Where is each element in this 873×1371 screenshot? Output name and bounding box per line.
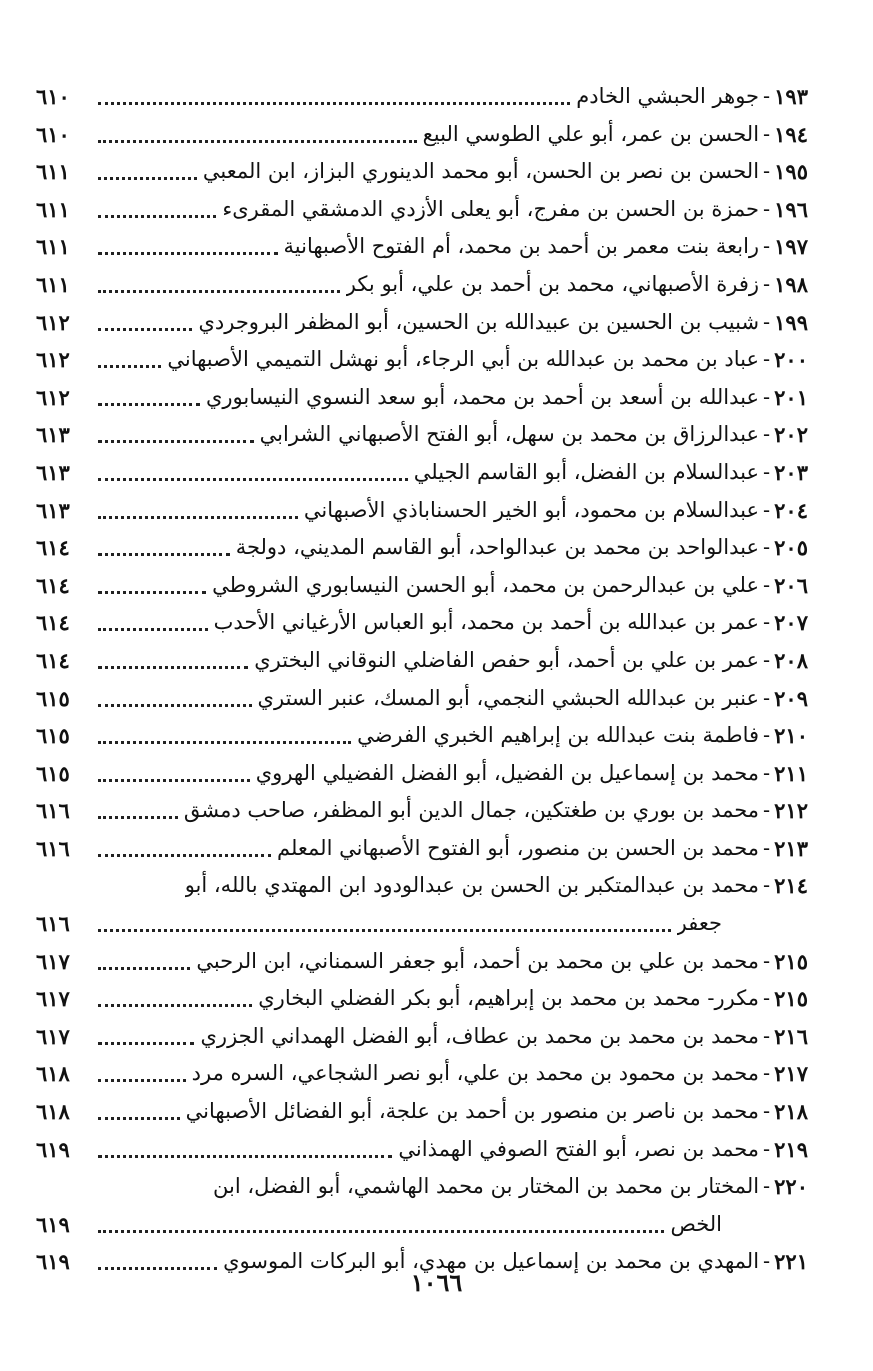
index-entry xyxy=(36,1093,808,1131)
entry-name: فاطمة بنت عبدالله بن إبراهيم الخبري الفرضي xyxy=(357,723,760,748)
entry-name: عنبر بن عبدالله الحبشي النجمي، أبو المسك، عنبر الستري xyxy=(257,685,760,710)
entry-page-number: ٦١٧ xyxy=(36,1023,70,1049)
entry-dash: - xyxy=(763,610,771,635)
entry-page-number: ٦١٠ xyxy=(36,121,70,147)
entry-dash: - xyxy=(763,497,771,522)
entry-page-number: ٦١١ xyxy=(36,271,70,297)
entry-dash: - xyxy=(763,347,771,372)
entry-number: ٢٠٤ xyxy=(774,497,808,523)
entry-name: عبدالسلام بن محمود، أبو الخير الحسناباذي الأصبهاني xyxy=(303,497,760,522)
entry-page-number: ٦١٩ xyxy=(36,1249,70,1275)
index-entry xyxy=(36,454,808,492)
dot-leader xyxy=(98,304,192,342)
index-entry xyxy=(36,1055,808,1093)
index-entry xyxy=(36,717,808,755)
entry-number: ٢٠٧ xyxy=(774,610,808,636)
dot-leader xyxy=(98,1018,194,1056)
index-entry xyxy=(36,191,808,229)
index-entry xyxy=(36,755,808,793)
dot-leader xyxy=(98,1206,664,1244)
entry-page-number: ٦١٩ xyxy=(36,1211,70,1237)
dot-leader xyxy=(98,78,570,116)
entry-page-number: ٦١٤ xyxy=(36,572,70,598)
entry-number: ١٩٦ xyxy=(774,196,808,222)
index-entry xyxy=(36,1206,808,1244)
entry-name: محمد بن علي بن محمد بن أحمد، أبو جعفر السمناني، ابن الرحبي xyxy=(196,948,760,973)
entry-number: ٢١٥ xyxy=(774,948,808,974)
entry-number: ٢١٢ xyxy=(774,798,808,824)
entry-page-number: ٦١٧ xyxy=(36,948,70,974)
entry-number: ١٩٤ xyxy=(774,121,808,147)
entry-number: ١٩٧ xyxy=(774,234,808,260)
entry-page-number: ٦١٣ xyxy=(36,497,70,523)
entry-name: عمر بن علي بن أحمد، أبو حفص الفاضلي النوقاني البختري xyxy=(254,647,760,672)
entry-number: ١٩٣ xyxy=(774,84,808,109)
index-entry xyxy=(36,379,808,417)
index-entry xyxy=(36,228,808,266)
entry-dash: - xyxy=(763,685,771,710)
entry-name: جوهر الحبشي الخادم xyxy=(576,84,760,108)
entry-name: محمد بن بوري بن طغتكين، جمال الدين أبو المظفر، صاحب دمشق xyxy=(183,798,760,823)
entry-name: محمد بن إسماعيل بن الفضيل، أبو الفضل الفضيلي الهروي xyxy=(255,760,760,785)
entry-dash: - xyxy=(763,271,771,296)
entry-name: مكرر- محمد بن محمد بن إبراهيم، أبو بكر الفضلي البخاري xyxy=(258,986,760,1011)
index-entry xyxy=(36,78,808,116)
entry-name: محمد بن الحسن بن منصور، أبو الفتوح الأصبهاني المعلم xyxy=(276,835,760,860)
dot-leader xyxy=(98,604,208,642)
index-entry xyxy=(36,867,808,905)
entry-dash: - xyxy=(763,121,771,146)
entry-dash: - xyxy=(763,84,771,108)
entry-name: محمد بن محمود بن محمد بن علي، أبو نصر الشجاعي، السره مرد xyxy=(191,1061,760,1086)
entry-name: جعفر xyxy=(676,911,722,936)
entry-name: شبيب بن الحسين بن عبيدالله بن الحسين، أبو المظفر البروجردي xyxy=(198,309,760,334)
dot-leader xyxy=(98,228,278,266)
entry-name: محمد بن ناصر بن منصور بن أحمد بن علجة، أبو الفضائل الأصبهاني xyxy=(185,1099,760,1124)
index-entry xyxy=(36,792,808,830)
entry-number: ٢٠٥ xyxy=(774,535,808,561)
entry-name: زفرة الأصبهاني، محمد بن أحمد بن علي، أبو بكر xyxy=(345,271,760,296)
dot-leader xyxy=(98,492,298,530)
entry-dash: - xyxy=(763,196,771,221)
entry-page-number: ٦١٢ xyxy=(36,347,70,373)
entry-name: عبدالله بن أسعد بن أحمد بن محمد، أبو سعد النسوي النيسابوري xyxy=(205,384,760,409)
index-entry xyxy=(36,567,808,605)
index-entry xyxy=(36,153,808,191)
index-entry xyxy=(36,830,808,868)
dot-leader xyxy=(98,379,200,417)
entry-name: المختار بن محمد بن المختار بن محمد الهاشمي، أبو الفضل، ابن xyxy=(212,1174,760,1199)
entry-page-number: ٦١٢ xyxy=(36,309,70,335)
entry-number: ١٩٩ xyxy=(774,309,808,335)
dot-leader xyxy=(98,341,161,379)
dot-leader xyxy=(98,191,216,229)
entry-number: ١٩٨ xyxy=(774,271,808,297)
entry-page-number: ٦١١ xyxy=(36,159,70,185)
entry-page-number: ٦١٦ xyxy=(36,911,70,937)
index-entry xyxy=(36,680,808,718)
entry-number: ٢١٦ xyxy=(774,1023,808,1049)
entry-name: عبدالسلام بن الفضل، أبو القاسم الجيلي xyxy=(413,459,760,484)
entry-name: عبدالرزاق بن محمد بن سهل، أبو الفتح الأصبهاني الشرابي xyxy=(259,422,760,447)
index-entry xyxy=(36,1168,808,1206)
entry-dash: - xyxy=(763,723,771,748)
entry-page-number: ٦١٥ xyxy=(36,760,70,786)
dot-leader xyxy=(98,867,179,905)
entry-name: عبدالواحد بن محمد بن عبدالواحد، أبو القاسم المديني، دولجة xyxy=(235,535,760,560)
index-entry xyxy=(36,116,808,154)
index-entry xyxy=(36,905,808,943)
entry-dash: - xyxy=(763,159,771,184)
page-number: ١٠٦٦ xyxy=(410,1268,463,1297)
dot-leader xyxy=(98,416,254,454)
entry-number: ٢٠١ xyxy=(774,384,808,410)
entry-dash: - xyxy=(763,572,771,597)
entry-number: ٢١٣ xyxy=(774,835,808,861)
entry-number: ٢١٧ xyxy=(774,1061,808,1087)
entry-page-number: ٦١٩ xyxy=(36,1136,70,1162)
entry-dash: - xyxy=(763,234,771,259)
entry-page-number: ٦١٨ xyxy=(36,1099,70,1125)
index-entry xyxy=(36,980,808,1018)
index-entry xyxy=(36,604,808,642)
entry-number: ٢١٤ xyxy=(774,873,808,899)
dot-leader xyxy=(98,905,671,943)
entry-dash: - xyxy=(763,309,771,334)
entry-dash: - xyxy=(763,986,771,1011)
dot-leader xyxy=(98,529,230,567)
entry-number: ٢٠٨ xyxy=(774,647,808,673)
index-entry xyxy=(36,642,808,680)
index-entry xyxy=(36,492,808,530)
entry-page-number: ٦١٥ xyxy=(36,723,70,749)
entry-dash: - xyxy=(763,535,771,560)
index-entry xyxy=(36,943,808,981)
entry-dash: - xyxy=(763,422,771,447)
entry-name: حمزة بن الحسن بن مفرج، أبو يعلى الأزدي الدمشقي المقرىء xyxy=(222,196,760,221)
entry-number: ٢٢٠ xyxy=(774,1174,808,1200)
entry-dash: - xyxy=(763,835,771,860)
entry-name: عمر بن عبدالله بن أحمد بن محمد، أبو العباس الأرغياني الأحدب xyxy=(213,610,760,635)
index-entry xyxy=(36,416,808,454)
entry-number: ٢١٩ xyxy=(774,1136,808,1162)
dot-leader xyxy=(98,642,248,680)
index-entry xyxy=(36,266,808,304)
entry-number: ٢٠٩ xyxy=(774,685,808,711)
entry-number: ٢١٥ xyxy=(774,986,808,1012)
entry-page-number: ٦١١ xyxy=(36,196,70,222)
entry-page-number: ٦١٣ xyxy=(36,422,70,448)
dot-leader xyxy=(98,717,351,755)
index-entry xyxy=(36,529,808,567)
entry-page-number: ٦١٤ xyxy=(36,610,70,636)
dot-leader xyxy=(98,1093,180,1131)
entry-number: ٢٢١ xyxy=(774,1249,808,1275)
entry-number: ٢٠٢ xyxy=(774,422,808,448)
entry-dash: - xyxy=(763,459,771,484)
index-entry xyxy=(36,341,808,379)
entry-page-number: ٦١٧ xyxy=(36,986,70,1012)
index-entry xyxy=(36,1131,808,1169)
dot-leader xyxy=(98,755,250,793)
entry-name: محمد بن محمد بن محمد بن عطاف، أبو الفضل الهمداني الجزري xyxy=(200,1023,760,1048)
dot-leader xyxy=(98,567,206,605)
entry-page-number: ٦١٦ xyxy=(36,798,70,824)
entry-page-number: ٦١٨ xyxy=(36,1061,70,1087)
entry-dash: - xyxy=(763,1174,771,1199)
dot-leader xyxy=(98,266,340,304)
entry-name: علي بن عبدالرحمن بن محمد، أبو الحسن النيسابوري الشروطي xyxy=(212,572,760,597)
entry-page-number: ٦١٤ xyxy=(36,647,70,673)
entry-page-number: ٦١٣ xyxy=(36,459,70,485)
entry-name: عباد بن محمد بن عبدالله بن أبي الرجاء، أبو نهشل التميمي الأصبهاني xyxy=(167,347,760,372)
entry-name: محمد بن نصر، أبو الفتح الصوفي الهمذاني xyxy=(398,1136,760,1161)
entry-number: ٢٠٣ xyxy=(774,459,808,485)
dot-leader xyxy=(98,943,190,981)
entry-dash: - xyxy=(763,384,771,409)
entry-name: محمد بن عبدالمتكبر بن الحسن بن عبدالودود ابن المهتدي بالله، أبو xyxy=(184,873,760,898)
entry-name: الحسن بن عمر، أبو علي الطوسي البيع xyxy=(422,121,760,146)
dot-leader xyxy=(98,680,252,718)
entry-page-number: ٦١٥ xyxy=(36,685,70,711)
entry-number: ١٩٥ xyxy=(774,159,808,185)
dot-leader xyxy=(98,1055,186,1093)
dot-leader xyxy=(98,830,271,868)
entry-page-number: ٦١١ xyxy=(36,234,70,260)
entry-number: ٢٠٠ xyxy=(774,347,808,373)
dot-leader xyxy=(98,792,178,830)
entry-name: الحسن بن نصر بن الحسن، أبو محمد الدينوري البزاز، ابن المعبي xyxy=(202,159,760,184)
entry-dash: - xyxy=(763,1099,771,1124)
index-entry xyxy=(36,1018,808,1056)
entry-dash: - xyxy=(763,760,771,785)
dot-leader xyxy=(98,116,417,154)
entry-dash: - xyxy=(763,873,771,898)
dot-leader xyxy=(98,153,197,191)
entry-number: ٢١٨ xyxy=(774,1099,808,1125)
entry-page-number: ٦١٠ xyxy=(36,84,70,109)
entry-number: ٢١٠ xyxy=(774,723,808,749)
entry-name: رابعة بنت معمر بن أحمد بن محمد، أم الفتوح الأصبهانية xyxy=(283,234,760,259)
entry-number: ٢١١ xyxy=(774,760,808,786)
dot-leader xyxy=(98,980,252,1018)
dot-leader xyxy=(98,1131,392,1169)
entry-page-number: ٦١٢ xyxy=(36,384,70,410)
index-list xyxy=(36,78,808,1281)
entry-name: الخص xyxy=(670,1211,722,1236)
entry-dash: - xyxy=(763,798,771,823)
entry-dash: - xyxy=(763,1249,771,1274)
dot-leader xyxy=(98,1168,207,1206)
entry-name: المهدي بن محمد بن إسماعيل بن مهدي، أبو البركات الموسوي xyxy=(223,1249,760,1274)
entry-dash: - xyxy=(763,1136,771,1161)
index-entry xyxy=(36,304,808,342)
entry-dash: - xyxy=(763,647,771,672)
entry-page-number: ٦١٦ xyxy=(36,835,70,861)
entry-dash: - xyxy=(763,1061,771,1086)
entry-dash: - xyxy=(763,1023,771,1048)
entry-number: ٢٠٦ xyxy=(774,572,808,598)
entry-dash: - xyxy=(763,948,771,973)
entry-page-number: ٦١٤ xyxy=(36,535,70,561)
dot-leader xyxy=(98,454,408,492)
